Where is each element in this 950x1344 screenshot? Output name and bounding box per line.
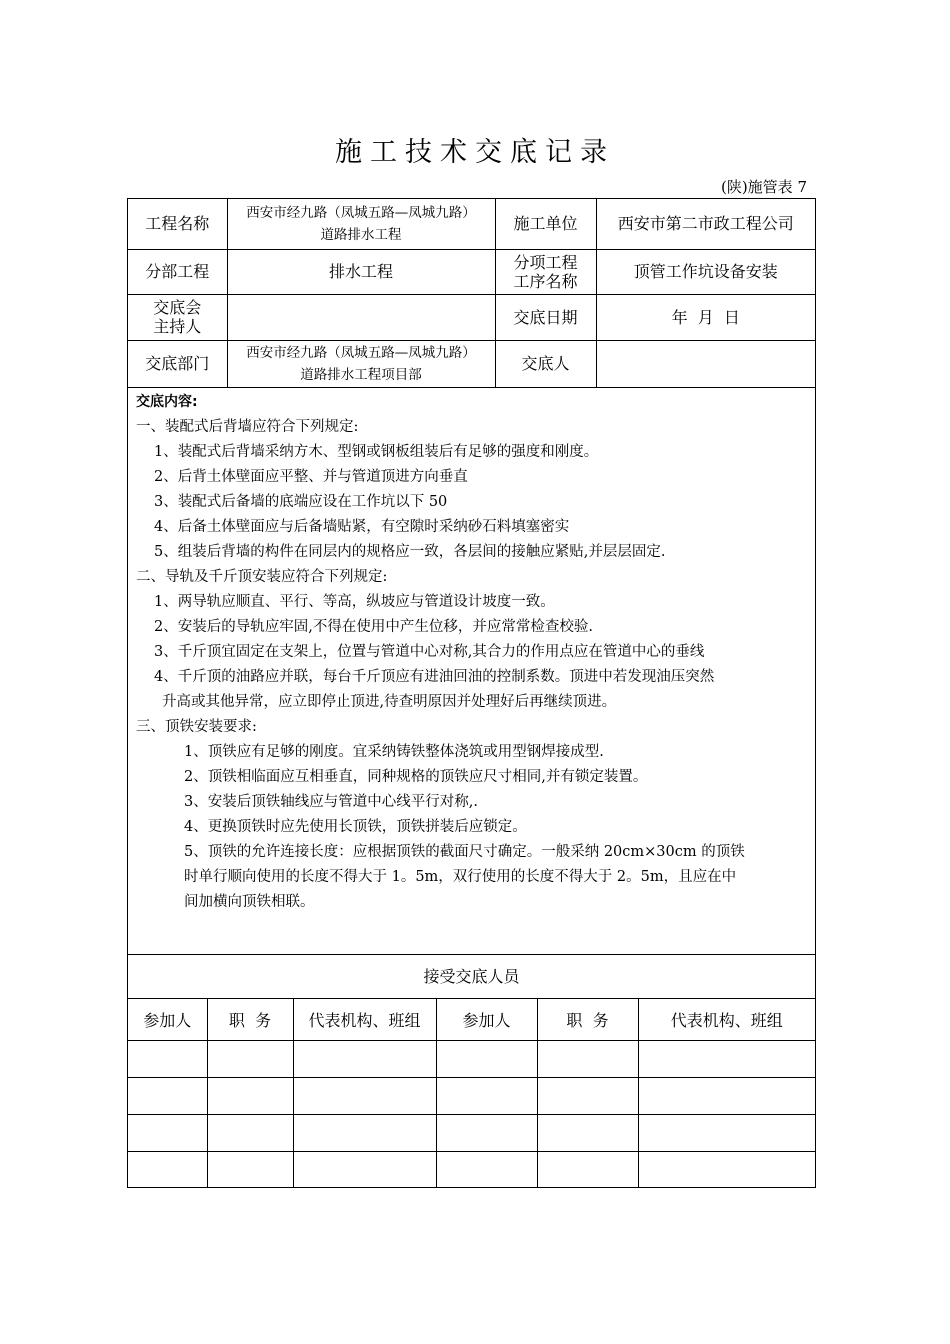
content-line: 三、顶铁安装要求: [136, 719, 257, 735]
col-organization: 代表机构、班组 [293, 999, 436, 1041]
content-line: 2、顶铁相临面应互相垂直，同种规格的顶铁应尺寸相同,并有锁定装置。 [184, 769, 648, 785]
content-line: 1、顶铁应有足够的刚度。宜采纳铸铁整体浇筑或用型钢焊接成型. [184, 744, 604, 760]
content-line: 时单行顺向使用的长度不得大于 1。5m，双行使用的长度不得大于 2。5m，且应在中 [184, 869, 737, 885]
content-line: 3、千斤顶宜固定在支架上，位置与管道中心对称,其合力的作用点应在管道中心的垂线 [154, 644, 705, 660]
table-row [128, 1041, 815, 1078]
table-cell [436, 1078, 537, 1115]
date-value: 年 月 日 [596, 294, 815, 340]
project-name-line2: 道路排水工程 [320, 226, 402, 243]
content-line: 3、安装后顶铁轴线应与管道中心线平行对称,. [184, 794, 478, 810]
table-cell [293, 1152, 436, 1188]
table-cell [207, 1152, 293, 1188]
table-cell [128, 1152, 207, 1188]
department-label: 交底部门 [128, 340, 227, 387]
content-line: 二、导轨及千斤顶安装应符合下列规定: [136, 569, 388, 585]
col-participant: 参加人 [436, 999, 537, 1041]
col-organization: 代表机构、班组 [638, 999, 815, 1041]
department-line1: 西安市经九路（凤城五路—凤城九路） [246, 344, 476, 361]
content-line: 3、装配式后备墙的底端应设在工作坑以下 50 [154, 494, 448, 510]
host-label-line2: 主持人 [153, 317, 202, 336]
table-cell [128, 1078, 207, 1115]
construction-unit-label: 施工单位 [495, 199, 596, 249]
table-cell [537, 1041, 638, 1078]
table-cell [537, 1078, 638, 1115]
form-number: (陕)施管表 7 [720, 178, 807, 196]
table-row [128, 1115, 815, 1152]
table-cell [638, 1152, 815, 1188]
content-line: 4、千斤顶的油路应并联，每台千斤顶应有进油回油的控制系数。顶进中若发现油压突然 [154, 669, 715, 685]
division-label: 分部工程 [128, 249, 227, 294]
table-cell [207, 1041, 293, 1078]
table-cell [436, 1115, 537, 1152]
department-value [227, 340, 495, 387]
host-value [227, 294, 495, 340]
content-line: 2、安装后的导轨应牢固,不得在使用中产生位移，并应常常检查校验. [154, 619, 593, 635]
table-cell [537, 1115, 638, 1152]
subitem-label [495, 249, 596, 294]
content-line: 5、顶铁的允许连接长度：应根据顶铁的截面尺寸确定。一般采纳 20cm×30cm 的顶铁 [184, 844, 745, 860]
page-title: 施工技术交底记录 [335, 137, 615, 168]
table-cell [436, 1152, 537, 1188]
content-line: 1、两导轨应顺直、平行、等高，纵坡应与管道设计坡度一致。 [154, 594, 555, 610]
table-cell [207, 1115, 293, 1152]
content-line: 4、后备土体壁面应与后备墙贴紧，有空隙时采纳砂石料填塞密实 [154, 519, 570, 535]
date-label: 交底日期 [495, 294, 596, 340]
project-name-line1: 西安市经九路（凤城五路—凤城九路） [246, 204, 476, 221]
table-cell [638, 1115, 815, 1152]
table-cell [638, 1078, 815, 1115]
table-cell [128, 1115, 207, 1152]
content-line: 5、组装后背墙的构件在同层内的规格应一致，各层间的接触应紧贴,并层层固定. [154, 544, 666, 560]
table-cell [293, 1115, 436, 1152]
receive-title: 接受交底人员 [128, 954, 815, 999]
department-line2: 道路排水工程项目部 [300, 366, 422, 383]
table-cell [638, 1041, 815, 1078]
attendee-table [128, 998, 815, 1188]
header-table [128, 199, 815, 388]
content-line: 升高或其他异常，应立即停止顶进,待查明原因并处理好后再继续顶进。 [162, 694, 617, 710]
host-label-line1: 交底会 [153, 298, 202, 317]
content-line: 1、装配式后背墙采纳方木、型钢或钢板组装后有足够的强度和刚度。 [154, 444, 599, 460]
subitem-label-line1: 分项工程 [513, 252, 578, 272]
table-row [128, 1078, 815, 1115]
table-cell [293, 1078, 436, 1115]
table-row [128, 1152, 815, 1188]
form-frame [127, 198, 816, 1188]
disclosure-content [128, 387, 815, 954]
subitem-value: 顶管工作坑设备安装 [596, 249, 815, 294]
table-cell [293, 1041, 436, 1078]
content-line: 一、装配式后背墙应符合下列规定: [136, 419, 359, 435]
project-name-label: 工程名称 [128, 199, 227, 249]
host-label [128, 294, 227, 340]
col-participant: 参加人 [128, 999, 207, 1041]
table-cell [207, 1078, 293, 1115]
division-value: 排水工程 [227, 249, 495, 294]
presenter-value [596, 340, 815, 387]
content-line: 4、更换顶铁时应先使用长顶铁，顶铁拼装后应锁定。 [184, 819, 527, 835]
content-line: 间加横向顶铁相联。 [184, 894, 315, 910]
table-cell [537, 1152, 638, 1188]
subitem-label-line2: 工序名称 [513, 271, 578, 291]
table-cell [128, 1041, 207, 1078]
content-line: 2、后背土体壁面应平整、并与管道顶进方向垂直 [154, 469, 468, 485]
col-position: 职 务 [207, 999, 293, 1041]
table-cell [436, 1041, 537, 1078]
content-heading: 交底内容: [136, 394, 198, 410]
construction-unit-value: 西安市第二市政工程公司 [596, 199, 815, 249]
col-position: 职 务 [537, 999, 638, 1041]
project-name-value [227, 199, 495, 249]
presenter-label: 交底人 [495, 340, 596, 387]
